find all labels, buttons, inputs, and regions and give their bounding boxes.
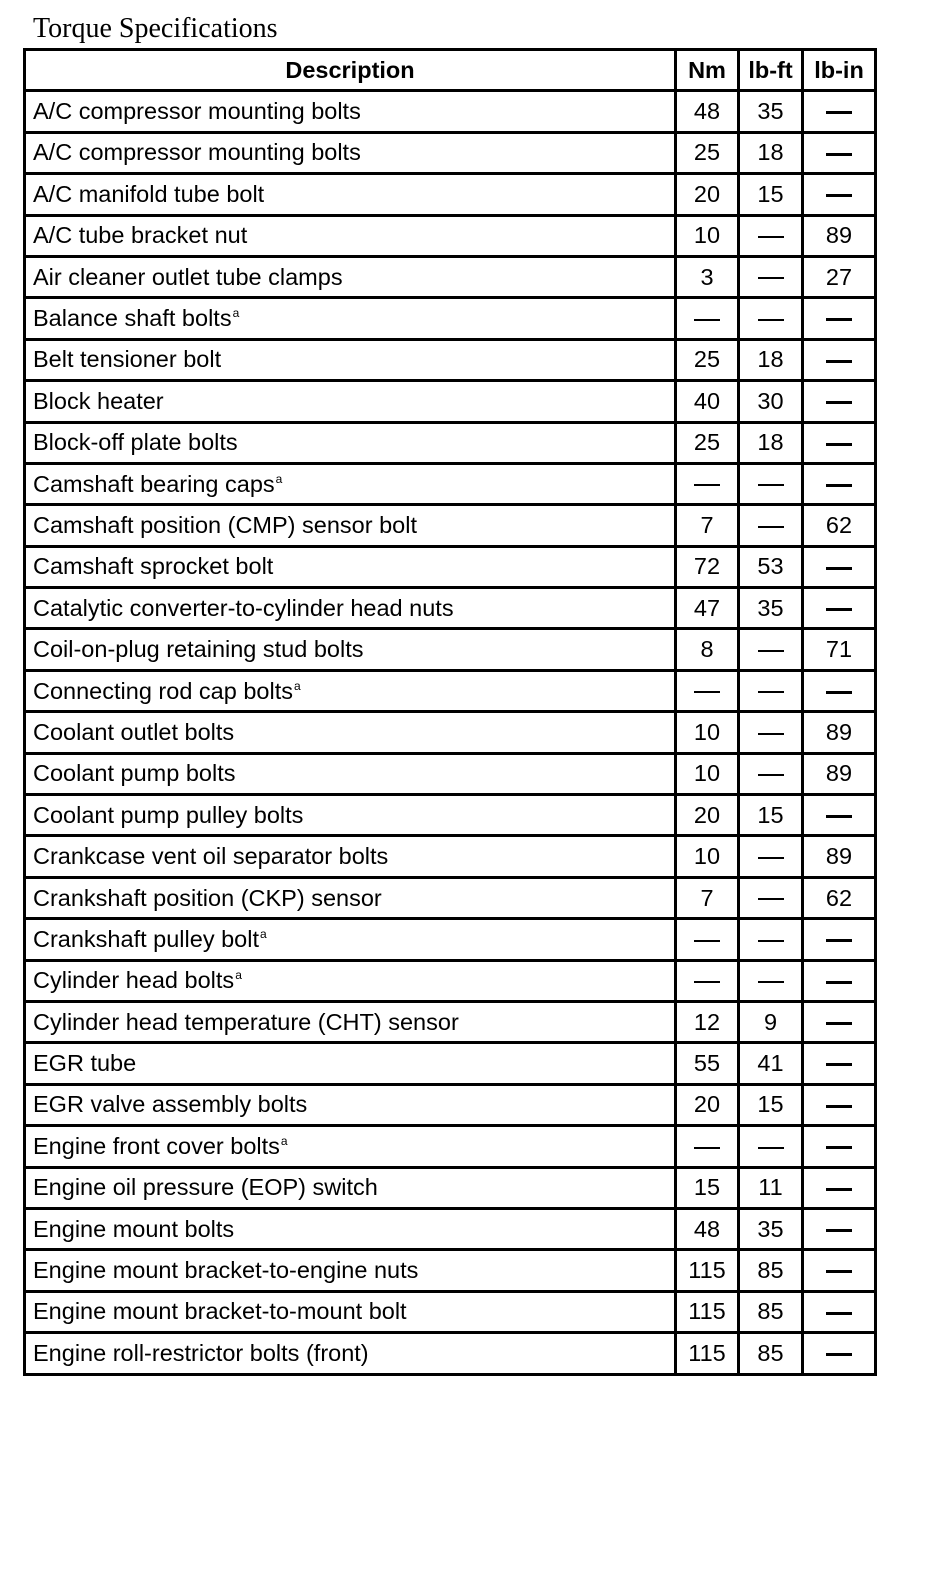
dash-value	[826, 1022, 852, 1025]
cell-nm	[676, 753, 739, 794]
description-text: Catalytic converter-to-cylinder head nuts	[33, 594, 454, 621]
cell-nm	[676, 836, 739, 877]
torque-value: 35	[757, 1215, 784, 1242]
cell-lb-ft	[739, 1043, 803, 1084]
description-text: Coolant outlet bolts	[33, 718, 235, 745]
dash-value	[694, 484, 720, 486]
description-text: Belt tensioner bolt	[33, 346, 222, 373]
cell-lb-in	[803, 174, 876, 215]
cell-description	[25, 339, 676, 380]
table-row	[25, 588, 876, 629]
torque-value: 115	[688, 1298, 726, 1325]
description-text: Engine front cover bolts	[33, 1132, 280, 1159]
torque-value: 62	[825, 884, 853, 911]
dash-value	[694, 691, 720, 693]
table-row	[25, 91, 876, 132]
cell-nm	[676, 1084, 739, 1125]
cell-description	[25, 795, 676, 836]
cell-lb-ft	[739, 174, 803, 215]
torque-spec-table	[23, 48, 877, 1376]
cell-nm	[676, 339, 739, 380]
torque-value: 89	[825, 760, 853, 787]
cell-description	[25, 753, 676, 794]
cell-nm	[676, 670, 739, 711]
dash-value	[826, 1229, 852, 1232]
cell-nm	[676, 298, 739, 339]
cell-nm	[676, 1043, 739, 1084]
cell-lb-ft	[739, 960, 803, 1001]
description-text: Cylinder head bolts	[33, 967, 235, 994]
cell-nm	[676, 91, 739, 132]
torque-value: 25	[693, 429, 721, 456]
description-text: Cylinder head temperature (CHT) sensor	[33, 1008, 459, 1035]
cell-lb-ft	[739, 1167, 803, 1208]
cell-lb-ft	[739, 215, 803, 256]
torque-value: 85	[757, 1339, 784, 1366]
description-text: Crankshaft position (CKP) sensor	[33, 884, 382, 911]
torque-value: 18	[757, 429, 784, 456]
torque-value: 10	[693, 222, 721, 249]
description-text: Air cleaner outlet tube clamps	[33, 263, 343, 290]
dash-value	[758, 650, 784, 652]
torque-value: 85	[757, 1298, 784, 1325]
cell-lb-in	[803, 546, 876, 587]
cell-lb-ft	[739, 546, 803, 587]
dash-value	[826, 401, 852, 404]
footnote-marker: a	[293, 678, 301, 693]
torque-value: 15	[757, 180, 784, 207]
cell-lb-in	[803, 877, 876, 918]
cell-lb-ft	[739, 1001, 803, 1042]
cell-description	[25, 1333, 676, 1374]
dash-value	[758, 277, 784, 279]
cell-lb-ft	[739, 381, 803, 422]
column-header-description: Description	[25, 50, 676, 91]
dash-value	[826, 1188, 852, 1191]
cell-nm	[676, 629, 739, 670]
dash-value	[826, 1146, 852, 1149]
dash-value	[758, 898, 784, 900]
torque-value: 48	[693, 1215, 721, 1242]
torque-value: 48	[693, 98, 721, 125]
table-row	[25, 795, 876, 836]
cell-nm	[676, 422, 739, 463]
table-row	[25, 1208, 876, 1249]
torque-value: 47	[693, 594, 721, 621]
cell-description	[25, 91, 676, 132]
torque-value: 20	[693, 180, 721, 207]
column-header-nm: Nm	[676, 50, 739, 91]
table-row	[25, 256, 876, 297]
torque-value: 3	[700, 263, 714, 290]
cell-description	[25, 1250, 676, 1291]
torque-value: 89	[825, 222, 853, 249]
cell-lb-in	[803, 215, 876, 256]
torque-value: 20	[693, 1091, 721, 1118]
table-row	[25, 215, 876, 256]
cell-lb-in	[803, 795, 876, 836]
torque-value: 10	[693, 760, 721, 787]
torque-value: 27	[825, 263, 853, 290]
dash-value	[826, 608, 852, 611]
dash-value	[826, 360, 852, 363]
cell-lb-in	[803, 960, 876, 1001]
dash-value	[826, 318, 852, 321]
dash-value	[758, 774, 784, 776]
cell-lb-ft	[739, 339, 803, 380]
torque-value: 71	[825, 636, 853, 663]
cell-nm	[676, 712, 739, 753]
cell-description	[25, 629, 676, 670]
cell-description	[25, 670, 676, 711]
torque-value: 30	[757, 387, 784, 414]
table-row	[25, 1126, 876, 1167]
cell-lb-in	[803, 1043, 876, 1084]
cell-lb-ft	[739, 919, 803, 960]
cell-nm	[676, 795, 739, 836]
cell-description	[25, 1126, 676, 1167]
table-row	[25, 298, 876, 339]
cell-description	[25, 298, 676, 339]
torque-value: 41	[757, 1050, 784, 1077]
cell-lb-ft	[739, 753, 803, 794]
cell-nm	[676, 256, 739, 297]
dash-value	[826, 1270, 852, 1273]
torque-value: 15	[693, 1174, 721, 1201]
description-text: Coolant pump pulley bolts	[33, 801, 304, 828]
column-header-lb-in: lb-in	[803, 50, 876, 91]
table-row	[25, 629, 876, 670]
description-text: A/C compressor mounting bolts	[33, 139, 361, 166]
cell-nm	[676, 463, 739, 504]
cell-description	[25, 1291, 676, 1332]
torque-value: 20	[693, 801, 721, 828]
cell-lb-ft	[739, 795, 803, 836]
table-row	[25, 422, 876, 463]
cell-lb-ft	[739, 588, 803, 629]
cell-lb-in	[803, 381, 876, 422]
dash-value	[826, 153, 852, 156]
table-row	[25, 1333, 876, 1374]
cell-nm	[676, 1167, 739, 1208]
cell-lb-ft	[739, 91, 803, 132]
cell-nm	[676, 546, 739, 587]
dash-value	[826, 567, 852, 570]
cell-lb-ft	[739, 422, 803, 463]
cell-lb-in	[803, 1333, 876, 1374]
cell-lb-in	[803, 298, 876, 339]
cell-lb-ft	[739, 1126, 803, 1167]
description-text: Connecting rod cap bolts	[33, 677, 293, 704]
cell-description	[25, 132, 676, 173]
table-body	[25, 91, 876, 1374]
cell-lb-in	[803, 422, 876, 463]
cell-description	[25, 1084, 676, 1125]
column-header-lb-ft: lb-ft	[739, 50, 803, 91]
cell-nm	[676, 919, 739, 960]
cell-description	[25, 877, 676, 918]
cell-nm	[676, 1250, 739, 1291]
dash-value	[758, 733, 784, 735]
table-row	[25, 753, 876, 794]
cell-lb-ft	[739, 463, 803, 504]
cell-nm	[676, 381, 739, 422]
cell-lb-in	[803, 753, 876, 794]
dash-value	[826, 484, 852, 487]
cell-lb-in	[803, 629, 876, 670]
cell-lb-in	[803, 670, 876, 711]
description-text: A/C tube bracket nut	[33, 222, 248, 249]
cell-lb-in	[803, 463, 876, 504]
torque-value: 115	[688, 1339, 726, 1366]
table-row	[25, 174, 876, 215]
table-row	[25, 546, 876, 587]
dash-value	[758, 940, 784, 942]
table-row	[25, 463, 876, 504]
description-text: A/C compressor mounting bolts	[33, 98, 361, 125]
description-text: Camshaft position (CMP) sensor bolt	[33, 511, 417, 538]
description-text: Coolant pump bolts	[33, 760, 236, 787]
dash-value	[826, 981, 852, 984]
torque-value: 12	[693, 1008, 721, 1035]
torque-value: 18	[757, 139, 784, 166]
cell-nm	[676, 174, 739, 215]
dash-value	[758, 526, 784, 528]
dash-value	[826, 1105, 852, 1108]
cell-description	[25, 588, 676, 629]
dash-value	[826, 691, 852, 694]
cell-lb-ft	[739, 670, 803, 711]
cell-lb-in	[803, 132, 876, 173]
table-row	[25, 1084, 876, 1125]
torque-value: 7	[700, 884, 714, 911]
cell-lb-in	[803, 91, 876, 132]
table-row	[25, 919, 876, 960]
cell-lb-ft	[739, 1250, 803, 1291]
table-row	[25, 132, 876, 173]
torque-value: 15	[757, 1091, 784, 1118]
torque-value: 72	[693, 553, 721, 580]
torque-value: 85	[757, 1257, 784, 1284]
cell-lb-ft	[739, 1291, 803, 1332]
cell-nm	[676, 1208, 739, 1249]
description-text: Engine mount bracket-to-mount bolt	[33, 1298, 407, 1325]
torque-value: 40	[693, 387, 721, 414]
cell-lb-in	[803, 1167, 876, 1208]
torque-value: 11	[758, 1174, 783, 1201]
cell-description	[25, 546, 676, 587]
cell-description	[25, 174, 676, 215]
dash-value	[694, 981, 720, 983]
table-row	[25, 712, 876, 753]
cell-nm	[676, 1291, 739, 1332]
cell-nm	[676, 1126, 739, 1167]
torque-value: 25	[693, 139, 721, 166]
cell-nm	[676, 215, 739, 256]
description-text: Engine oil pressure (EOP) switch	[33, 1174, 378, 1201]
cell-lb-ft	[739, 1333, 803, 1374]
description-text: Engine mount bolts	[33, 1215, 235, 1242]
description-text: Block-off plate bolts	[33, 429, 238, 456]
cell-lb-in	[803, 1001, 876, 1042]
cell-lb-in	[803, 1291, 876, 1332]
cell-lb-ft	[739, 836, 803, 877]
footnote-marker: a	[275, 471, 283, 486]
cell-lb-in	[803, 919, 876, 960]
cell-lb-in	[803, 836, 876, 877]
torque-value: 55	[693, 1050, 721, 1077]
torque-value: 25	[693, 346, 721, 373]
torque-value: 15	[757, 801, 784, 828]
dash-value	[758, 236, 784, 238]
footnote-marker: a	[280, 1134, 288, 1149]
description-text: Balance shaft bolts	[33, 305, 232, 332]
table-row	[25, 339, 876, 380]
description-text: Crankshaft pulley bolt	[33, 925, 259, 952]
cell-description	[25, 422, 676, 463]
cell-lb-in	[803, 1126, 876, 1167]
dash-value	[826, 111, 852, 114]
footnote-marker: a	[235, 968, 242, 983]
cell-nm	[676, 505, 739, 546]
dash-value	[826, 815, 852, 818]
cell-nm	[676, 1001, 739, 1042]
cell-nm	[676, 1333, 739, 1374]
cell-lb-ft	[739, 1208, 803, 1249]
table-row	[25, 670, 876, 711]
cell-nm	[676, 877, 739, 918]
cell-description	[25, 215, 676, 256]
description-text: Engine roll-restrictor bolts (front)	[33, 1339, 369, 1366]
cell-description	[25, 1043, 676, 1084]
cell-lb-in	[803, 1250, 876, 1291]
dash-value	[694, 940, 720, 942]
torque-value: 7	[700, 511, 714, 538]
dash-value	[758, 1147, 784, 1149]
description-text: EGR valve assembly bolts	[33, 1091, 308, 1118]
dash-value	[826, 1353, 852, 1356]
cell-description	[25, 381, 676, 422]
dash-value	[694, 1147, 720, 1149]
torque-value: 115	[688, 1257, 726, 1284]
cell-lb-ft	[739, 877, 803, 918]
cell-lb-ft	[739, 298, 803, 339]
dash-value	[758, 484, 784, 486]
torque-value: 89	[825, 718, 853, 745]
dash-value	[826, 194, 852, 197]
cell-lb-in	[803, 1208, 876, 1249]
cell-lb-ft	[739, 1084, 803, 1125]
dash-value	[758, 691, 784, 693]
cell-lb-ft	[739, 629, 803, 670]
torque-value: 35	[757, 98, 784, 125]
description-text: Camshaft sprocket bolt	[33, 553, 274, 580]
dash-value	[826, 1312, 852, 1315]
cell-description	[25, 919, 676, 960]
description-text: Coil-on-plug retaining stud bolts	[33, 636, 364, 663]
description-text: Camshaft bearing caps	[33, 470, 275, 497]
cell-description	[25, 1208, 676, 1249]
cell-nm	[676, 960, 739, 1001]
table-row	[25, 1250, 876, 1291]
torque-value: 53	[757, 553, 784, 580]
footnote-marker: a	[259, 927, 267, 942]
description-text: Crankcase vent oil separator bolts	[33, 843, 389, 870]
dash-value	[826, 939, 852, 942]
torque-value: 35	[757, 594, 784, 621]
cell-description	[25, 712, 676, 753]
table-row	[25, 877, 876, 918]
description-text: Block heater	[33, 387, 164, 414]
dash-value	[758, 981, 784, 983]
cell-description	[25, 836, 676, 877]
cell-description	[25, 960, 676, 1001]
torque-value: 18	[757, 346, 784, 373]
cell-description	[25, 505, 676, 546]
cell-description	[25, 1001, 676, 1042]
torque-value: 9	[763, 1008, 778, 1035]
torque-value: 10	[693, 718, 721, 745]
torque-value: 89	[825, 843, 853, 870]
cell-description	[25, 1167, 676, 1208]
cell-lb-ft	[739, 132, 803, 173]
description-text: A/C manifold tube bolt	[33, 180, 265, 207]
document-title: Torque Specifications	[33, 13, 278, 44]
cell-description	[25, 256, 676, 297]
dash-value	[826, 443, 852, 446]
dash-value	[758, 857, 784, 859]
torque-value: 62	[825, 511, 853, 538]
cell-lb-in	[803, 256, 876, 297]
cell-lb-in	[803, 712, 876, 753]
cell-lb-ft	[739, 256, 803, 297]
dash-value	[826, 1063, 852, 1066]
dash-value	[694, 319, 720, 321]
table-row	[25, 1001, 876, 1042]
cell-lb-in	[803, 1084, 876, 1125]
dash-value	[758, 319, 784, 321]
cell-lb-ft	[739, 505, 803, 546]
footnote-marker: a	[232, 306, 240, 321]
cell-description	[25, 463, 676, 504]
table-row	[25, 1291, 876, 1332]
table-row	[25, 505, 876, 546]
cell-lb-in	[803, 588, 876, 629]
cell-nm	[676, 132, 739, 173]
cell-lb-ft	[739, 712, 803, 753]
table-row	[25, 1043, 876, 1084]
cell-lb-in	[803, 505, 876, 546]
table-header-row	[25, 50, 876, 91]
cell-lb-in	[803, 339, 876, 380]
description-text: EGR tube	[33, 1050, 137, 1077]
cell-nm	[676, 588, 739, 629]
torque-value: 10	[693, 843, 721, 870]
table-row	[25, 1167, 876, 1208]
torque-value: 8	[700, 636, 714, 663]
table-row	[25, 381, 876, 422]
description-text: Engine mount bracket-to-engine nuts	[33, 1257, 419, 1284]
table-row	[25, 960, 876, 1001]
table-row	[25, 836, 876, 877]
